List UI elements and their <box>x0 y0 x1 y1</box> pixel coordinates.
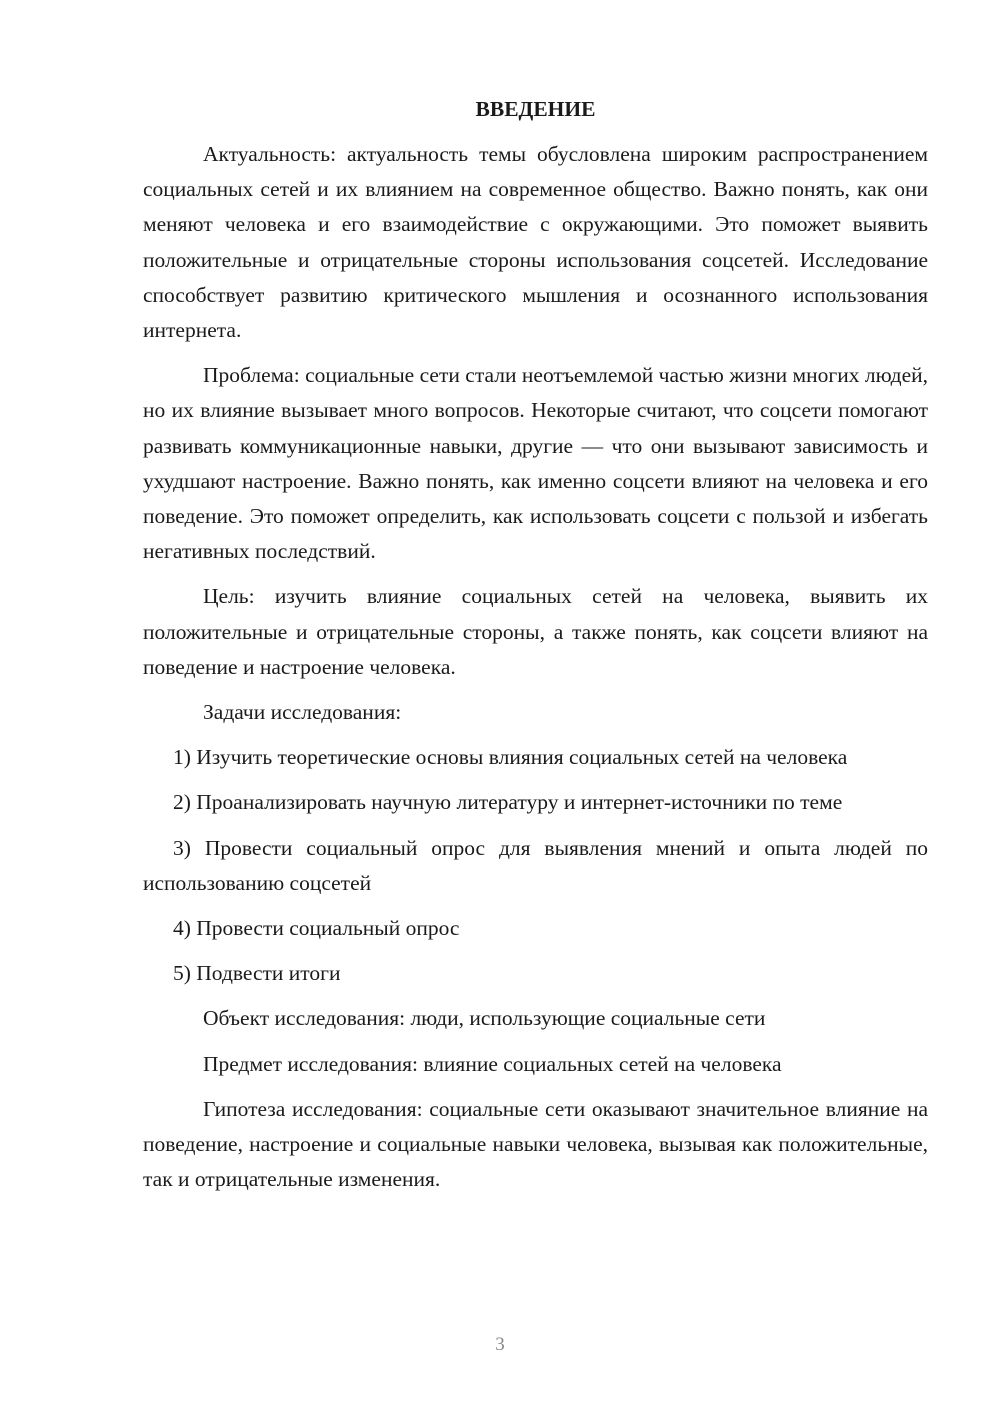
task-item-3: 3) Провести социальный опрос для выявления мнений и опыта людей по использованию соцсетей <box>143 835 928 895</box>
task-item-4: 4) Провести социальный опрос <box>173 916 460 941</box>
task-item-2: 2) Проанализировать научную литературу и интернет-источники по теме <box>173 790 843 815</box>
paragraph-goal: Цель: изучить влияние социальных сетей на человека, выявить их положительные и отрицательные стороны, а также понять, как соцсети влияют на поведение и настроение человека. <box>143 584 928 679</box>
tasks-heading: Задачи исследования: <box>203 700 402 725</box>
document-page <box>143 92 928 1197</box>
section-title: ВВЕДЕНИЕ <box>475 97 596 121</box>
research-object: Объект исследования: люди, использующие социальные сети <box>203 1006 766 1031</box>
task-item-5: 5) Подвести итоги <box>173 961 341 986</box>
paragraph-problem: Проблема: социальные сети стали неотъемлемой частью жизни многих людей, но их влияние вызывает много вопросов. Некоторые считают, что соцсети помогают развивать коммуникационные навыки, другие — что они вызывают зависимость и ухудшают настроение. Важно понять, как именно соцсети влияют на человека и его поведение. Это поможет определить, как использовать соцсети с пользой и избегать негативных последствий. <box>143 363 928 564</box>
task-item-1: 1) Изучить теоретические основы влияния социальных сетей на человека <box>173 745 848 770</box>
paragraph-relevance: Актуальность: актуальность темы обусловлена широким распространением социальных сетей и их влиянием на современное общество. Важно понять, как они меняют человека и его взаимодействие с окружающими. Это поможет выявить положительные и отрицательные стороны использования соцсетей. Исследование способствует развитию критического мышления и осознанного использования интернета. <box>143 142 928 343</box>
page-number: 3 <box>495 1334 505 1355</box>
research-hypothesis: Гипотеза исследования: социальные сети оказывают значительное влияние на поведение, настроение и социальные навыки человека, вызывая как положительные, так и отрицательные изменения. <box>143 1096 928 1192</box>
research-subject: Предмет исследования: влияние социальных сетей на человека <box>203 1051 782 1076</box>
